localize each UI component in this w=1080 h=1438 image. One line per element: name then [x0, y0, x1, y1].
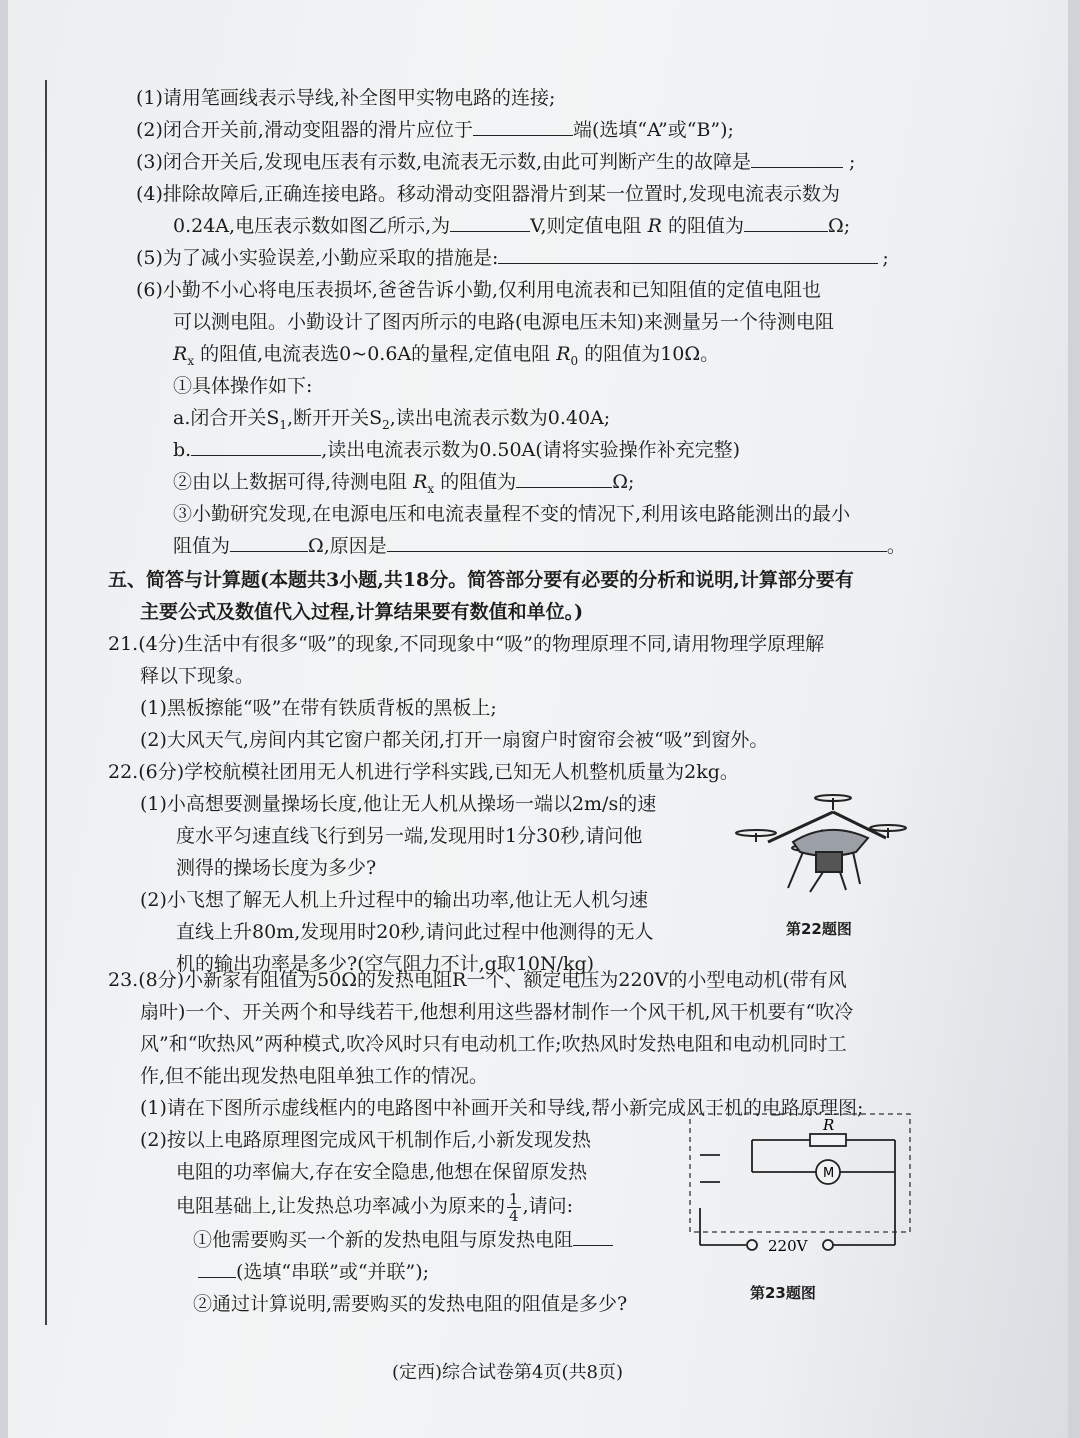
motor-label: M: [823, 1166, 835, 1181]
q23-question-2: ②通过计算说明,需要购买的发热电阻的阻值是多少?: [193, 1293, 628, 1315]
q21-part2: (2)大风天气,房间内其它窗户都关闭,打开一扇窗户时窗帘会被“吸”到窗外。: [140, 729, 769, 751]
voltage-label: 220V: [768, 1237, 808, 1255]
q20-result-3-line2: 阻值为 Ω,原因是 。: [173, 535, 906, 557]
q23-part2-line3: 电阻基础上,让发热总功率减小为原来的 $\frac{1}{4}$ ,请问:: [176, 1189, 574, 1225]
q20-result-2: ②由以上数据可得,待测电阻 $R_x$ 的阻值为 Ω;: [173, 471, 635, 496]
section5-heading-line2: 主要公式及数值代入过程,计算结果要有数值和单位。): [140, 601, 584, 623]
q23-stem-line4: 作,但不能出现发热电阻单独工作的情况。: [140, 1065, 489, 1087]
q22-part1-line2: 度水平匀速直线飞行到另一端,发现用时1分30秒,请问他: [176, 825, 643, 847]
terminal: [823, 1240, 833, 1250]
resistor-label: R: [823, 1116, 835, 1134]
answer-blank[interactable]: [573, 1227, 613, 1246]
q23-stem-line2: 扇叶)一个、开关两个和导线若干,他想利用这些器材制作一个风干机,风干机要有“吹冷: [140, 1001, 854, 1023]
q22-stem: 22.(6分)学校航模社团用无人机进行学科实践,已知无人机整机质量为2kg。: [108, 761, 739, 783]
answer-blank[interactable]: [191, 437, 321, 456]
q20-part4-line1: (4)排除故障后,正确连接电路。移动滑动变阻器滑片到某一位置时,发现电流表示数为: [136, 183, 840, 205]
answer-blank[interactable]: [751, 149, 843, 168]
answer-blank[interactable]: [516, 469, 612, 488]
q20-part3: (3)闭合开关后,发现电压表有示数,电流表无示数,由此可判断产生的故障是 ;: [136, 151, 856, 173]
answer-blank[interactable]: [473, 117, 573, 136]
q23-stem-line3: 风”和“吹热风”两种模式,吹冷风时只有电动机工作;吹热风时发热电阻和电动机同时工: [140, 1033, 847, 1055]
exam-page: [8, 0, 1068, 1438]
q23-question-1: ①他需要购买一个新的发热电阻与原发热电阻: [193, 1226, 613, 1254]
section5-heading: 五、简答与计算题(本题共3小题,共18分。简答部分要有必要的分析和说明,计算部分要有: [108, 569, 854, 591]
q21-stem-line2: 释以下现象。: [140, 665, 255, 687]
q22-part2-line2: 直线上升80m,发现用时20秒,请问此过程中他测得的无人: [176, 921, 654, 943]
q20-part6-line3: $R_x$ 的阻值,电流表选0~0.6A的量程,定值电阻 $R_0$ 的阻值为10Ω。: [173, 343, 720, 368]
figure-23-caption: 第23题图: [750, 1284, 816, 1302]
q20-part4-line2: 0.24A,电压表示数如图乙所示,为 V,则定值电阻 R 的阻值为 Ω;: [173, 215, 851, 237]
resistor-symbol: [810, 1134, 846, 1146]
q23-stem: 23.(8分)小新家有阻值为50Ω的发热电阻R一个、额定电压为220V的小型电动机(带有风: [108, 969, 847, 991]
answer-blank[interactable]: [230, 533, 308, 552]
q20-result-3-line1: ③小勤研究发现,在电源电压和电流表量程不变的情况下,利用该电路能测出的最小: [173, 503, 851, 525]
answer-blank[interactable]: [498, 245, 878, 264]
answer-blank[interactable]: [744, 213, 828, 232]
answer-blank[interactable]: [450, 213, 530, 232]
q22-part1-line1: (1)小高想要测量操场长度,他让无人机从操场一端以2m/s的速: [140, 793, 657, 815]
q23-part1: (1)请在下图所示虚线框内的电路图中补画开关和导线,帮小新完成风干机的电路原理图;: [140, 1097, 864, 1119]
q23-part2-line1: (2)按以上电路原理图完成风干机制作后,小新发现发热: [140, 1129, 591, 1151]
answer-blank[interactable]: [198, 1259, 236, 1278]
q20-part1: (1)请用笔画线表示导线,补全图甲实物电路的连接;: [136, 87, 556, 109]
binding-margin-line: [45, 80, 47, 1325]
q23-part2-line2: 电阻的功率偏大,存在安全隐患,他想在保留原发热: [176, 1161, 588, 1183]
q22-part2-line1: (2)小飞想了解无人机上升过程中的输出功率,他让无人机匀速: [140, 889, 648, 911]
q20-part6-line2: 可以测电阻。小勤设计了图丙所示的电路(电源电压未知)来测量另一个待测电阻: [173, 311, 834, 333]
figure-22-caption: 第22题图: [786, 920, 852, 938]
q20-operation-b: b. ,读出电流表示数为0.50A(请将实验操作补充完整): [173, 439, 741, 461]
page-footer: (定西)综合试卷第4页(共8页): [392, 1362, 623, 1383]
q21-part1: (1)黑板擦能“吸”在带有铁质背板的黑板上;: [140, 697, 497, 719]
terminal: [747, 1240, 757, 1250]
q22-part2-line3: 机的输出功率是多少?(空气阻力不计,g取10N/kg): [176, 953, 595, 975]
q20-operation-title: ①具体操作如下:: [173, 375, 313, 397]
fraction-one-quarter: $\frac{1}{4}$: [509, 1189, 519, 1225]
circuit-diagram: [680, 1110, 920, 1280]
dashed-frame: [690, 1114, 910, 1232]
answer-blank[interactable]: [387, 533, 887, 552]
q21-stem: 21.(4分)生活中有很多“吸”的现象,不同现象中“吸”的物理原理不同,请用物理学原理解: [108, 633, 825, 655]
q22-part1-line3: 测得的操场长度为多少?: [176, 857, 377, 879]
q20-part6-line1: (6)小勤不小心将电压表损坏,爸爸告诉小勤,仅利用电流表和已知阻值的定值电阻也: [136, 279, 821, 301]
q23-question-1-line2: (选填“串联”或“并联”);: [198, 1258, 429, 1286]
drone-figure: [728, 780, 918, 900]
q20-part2: (2)闭合开关前,滑动变阻器的滑片应位于 端(选填“A”或“B”);: [136, 119, 734, 141]
q20-part5: (5)为了减小实验误差,小勤应采取的措施是: ;: [136, 247, 889, 269]
q20-operation-a: a.闭合开关$S_1$,断开开关$S_2$,读出电流表示数为0.40A;: [173, 407, 611, 432]
